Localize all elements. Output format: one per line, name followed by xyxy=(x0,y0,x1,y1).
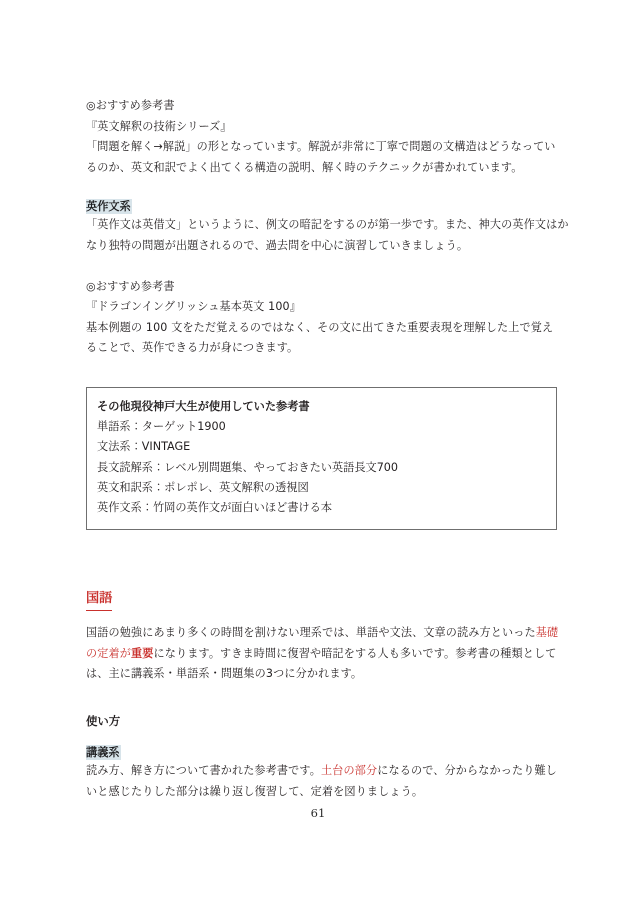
kokugo-intro-line-2 xyxy=(86,644,556,665)
kokugo-intro-line-2-emphasis-a: の定着が xyxy=(86,646,131,660)
subheading-lecture-type-label: 講義系 xyxy=(86,745,120,759)
reference-box-item-grammar: 文法系：VINTAGE xyxy=(97,440,191,454)
section-heading-wrapper-kokugo xyxy=(86,587,556,611)
other-reference-books-box xyxy=(86,387,557,530)
subheading-lecture-type xyxy=(86,744,556,761)
spacer xyxy=(86,611,556,623)
lecture-type-line-2: いと感じたりした部分は繰り返し復習して、定着を図りましょう。 xyxy=(86,784,424,798)
kokugo-intro-paragraph xyxy=(86,623,559,685)
lecture-type-line-1-plain-b: になるので、分からなかったり難し xyxy=(377,763,557,777)
lecture-type-line-1-emphasis: 土台の部分 xyxy=(321,763,378,777)
page-number: 61 xyxy=(310,806,326,820)
reference-box-item-composition: 英作文系：竹岡の英作文が面白いほど書ける本 xyxy=(97,500,332,514)
heading-how-to-use: 使い方 xyxy=(86,713,121,728)
spacer xyxy=(86,685,556,712)
reference-box-item-long-reading: 長文読解系：レベル別問題集、やっておきたい英語長文700 xyxy=(97,460,399,474)
lecture-type-paragraph xyxy=(86,761,556,802)
reference-box-title: その他現役神戸大生が使用していた参考書 xyxy=(97,399,310,413)
book-title-eng-interpretation: 『英文解釈の技術シリーズ』 xyxy=(86,119,232,133)
book-title-dragon-english: 『ドラゴンイングリッシュ基本英文 100』 xyxy=(86,300,302,314)
recommended-book-dragon-english xyxy=(86,277,556,359)
spacer xyxy=(86,530,556,587)
english-composition-paragraph xyxy=(86,215,569,256)
page-content xyxy=(86,96,569,802)
reference-box-item-vocabulary: 単語系：ターゲット1900 xyxy=(97,420,226,434)
dragon-english-body-line-1: 基本例題の 100 文をただ覚えるのではなく、その文に出てきた重要表現を理解した上で覚え xyxy=(86,320,554,334)
reference-box-item-translation: 英文和訳系：ポレポレ、英文解釈の透視図 xyxy=(97,480,309,494)
recommend-marker-line-2: ◎おすすめ参考書 xyxy=(86,279,175,293)
recommend-marker-line-1: ◎おすすめ参考書 xyxy=(86,99,175,112)
english-composition-line-2: なり独特の問題が出題されるので、過去問を中心に演習していきましょう。 xyxy=(86,238,469,252)
kokugo-intro-line-3: は、主に講義系・単語系・問題集の3つに分かれます。 xyxy=(86,667,363,681)
lecture-type-line-1 xyxy=(86,761,556,782)
kokugo-intro-line-2-plain: になります。すきま時間に復習や暗記をする人も多いです。参考書の種類として xyxy=(153,646,557,660)
kokugo-intro-line-1-emphasis: 基礎 xyxy=(535,626,559,640)
eng-interpretation-body-line-1: 「問題を解く→解説」の形となっています。解説が非常に丁寧で問題の文構造はどうなってい xyxy=(86,140,556,154)
kokugo-intro-line-1 xyxy=(86,623,559,644)
spacer xyxy=(86,178,556,198)
spacer xyxy=(86,359,556,387)
spacer xyxy=(86,257,556,277)
recommended-book-eng-interpretation xyxy=(86,96,556,178)
lecture-type-line-1-plain-a: 読み方、解き方について書かれた参考書です。 xyxy=(86,763,322,777)
english-composition-line-1: 「英作文は英借文」というように、例文の暗記をするのが第一歩です。また、神大の英作文はか xyxy=(86,218,569,232)
kokugo-intro-line-2-emphasis-b: 重要 xyxy=(130,646,154,660)
kokugo-intro-line-1-plain: 国語の勉強にあまり多くの時間を割けない理系では、単語や文法、文章の読み方といった xyxy=(86,626,536,640)
dragon-english-body-line-2: ることで、英作できる力が身につきます。 xyxy=(86,341,299,355)
section-heading-kokugo: 国語 xyxy=(86,589,112,611)
subheading-english-composition-label: 英作文系 xyxy=(86,200,131,214)
spacer xyxy=(86,730,556,744)
eng-interpretation-body-line-2: るのか、英文和訳でよく出てくる構造の説明、解く時のテクニックが書かれています。 xyxy=(86,160,523,174)
subheading-english-composition xyxy=(86,198,556,215)
